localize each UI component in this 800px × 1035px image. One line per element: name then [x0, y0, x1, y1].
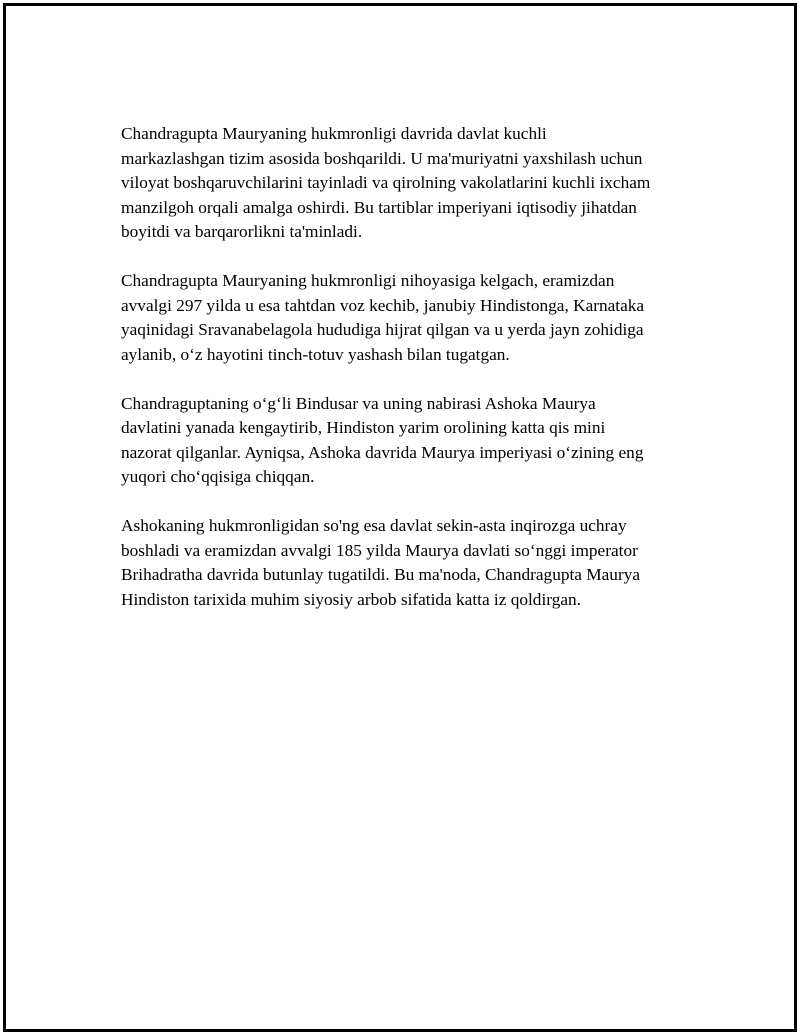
- document-body: [121, 122, 701, 637]
- text-line: markazlashgan tizim asosida boshqarildi. U ma'muriyatni yaxshilash uchun: [121, 148, 643, 168]
- text-line: Chandragupta Mauryaning hukmronligi davrida davlat kuchli: [121, 124, 547, 143]
- text-line: Chandragupta Mauryaning hukmronligi nihoyasiga kelgach, eramizdan: [121, 271, 615, 290]
- text-line: Chandraguptaning o‘g‘li Bindusar va uning nabirasi Ashoka Maurya: [121, 393, 596, 413]
- text-line: Hindiston tarixida muhim siyosiy arbob sifatida katta iz qoldirgan.: [121, 589, 581, 609]
- text-line: davlatini yanada kengaytirib, Hindiston yarim orolining katta qis mini: [121, 418, 606, 437]
- paragraph-1: [121, 122, 701, 245]
- text-line: yaqinidagi Sravanabelagola hududiga hijrat qilgan va u yerda jayn zohidiga: [121, 320, 644, 339]
- text-line: yuqori cho‘qqisiga chiqqan.: [121, 467, 315, 486]
- text-line: viloyat boshqaruvchilarini tayinladi va qirolning vakolatlarini kuchli ixcham: [121, 173, 651, 192]
- text-line: boyitdi va barqarorlikni ta'minladi.: [121, 222, 363, 241]
- page-border: [3, 3, 797, 1032]
- text-line: boshladi va eramizdan avvalgi 185 yilda Maurya davlati so‘nggi imperator: [121, 540, 638, 560]
- paragraph-3: [121, 392, 701, 490]
- paragraph-2: [121, 269, 701, 367]
- text-line: nazorat qilganlar. Ayniqsa, Ashoka davrida Maurya imperiyasi o‘zining eng: [121, 442, 644, 462]
- text-line: aylanib, o‘z hayotini tinch-totuv yashash bilan tugatgan.: [121, 344, 510, 364]
- text-line: Ashokaning hukmronligidan so'ng esa davlat sekin-asta inqirozga uchray: [121, 516, 627, 535]
- text-line: avvalgi 297 yilda u esa tahtdan voz kechib, janubiy Hindistonga, Karnataka: [121, 295, 645, 315]
- text-line: manzilgoh orqali amalga oshirdi. Bu tartiblar imperiyani iqtisodiy jihatdan: [121, 197, 637, 217]
- text-line: Brihadratha davrida butunlay tugatildi. Bu ma'noda, Chandragupta Maurya: [121, 565, 641, 584]
- paragraph-4: [121, 514, 701, 612]
